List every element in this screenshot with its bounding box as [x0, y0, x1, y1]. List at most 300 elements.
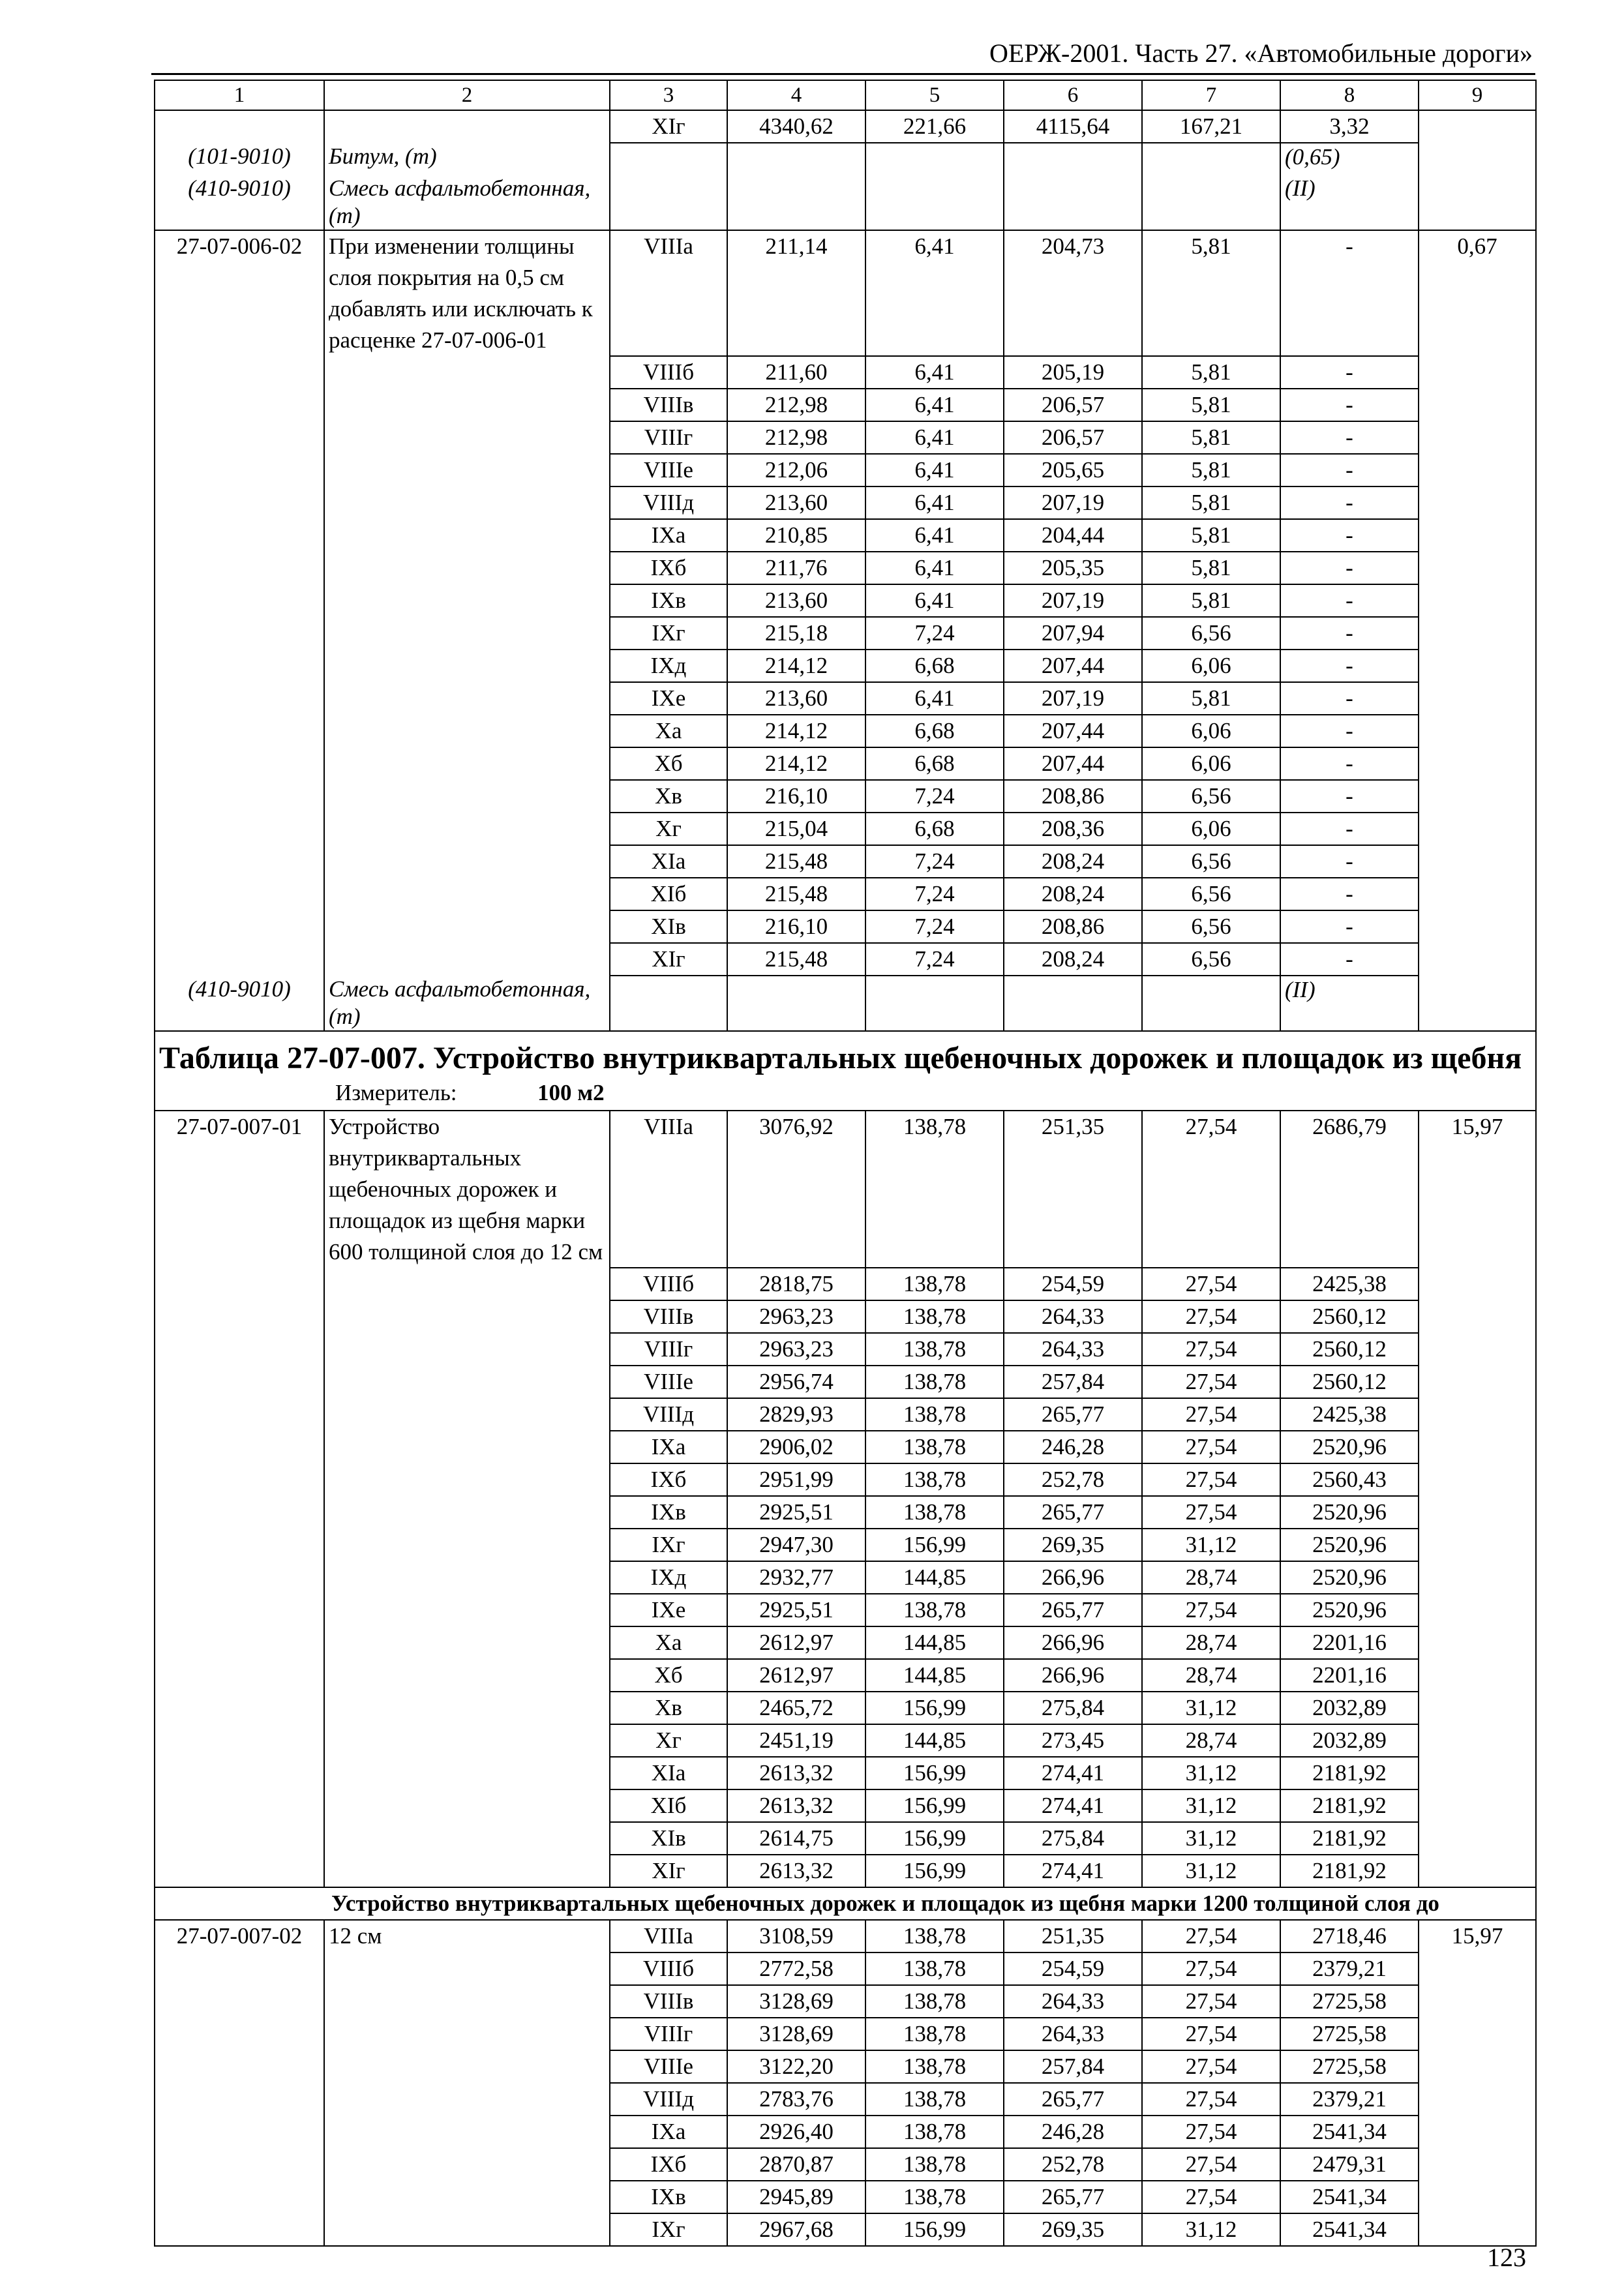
rate-code-cell [155, 552, 324, 584]
value-cell: 6,68 [865, 715, 1004, 747]
table-row [155, 1626, 1536, 1659]
labor-cell [1419, 584, 1536, 617]
value-cell: 5,81 [1142, 230, 1280, 356]
rate-code-cell [155, 1789, 324, 1822]
column-number: 7 [1142, 80, 1280, 110]
value-cell: 257,84 [1004, 2050, 1142, 2083]
value-cell: 207,19 [1004, 584, 1142, 617]
value-cell: 274,41 [1004, 1757, 1142, 1789]
value-cell: 144,85 [865, 1561, 1004, 1594]
zone-cell: VIIIа [610, 230, 727, 356]
labor-cell [1419, 454, 1536, 486]
zone-cell: Xб [610, 747, 727, 780]
value-cell: 31,12 [1142, 1822, 1280, 1855]
table-row [155, 780, 1536, 813]
table-row [155, 389, 1536, 421]
value-cell: 2951,99 [727, 1463, 865, 1496]
value-cell: 138,78 [865, 1366, 1004, 1398]
value-cell: 2425,38 [1280, 1268, 1419, 1300]
value-cell: 2520,96 [1280, 1594, 1419, 1626]
rate-code-cell [155, 943, 324, 976]
rate-desc-cell [324, 1822, 610, 1855]
value-cell: 4340,62 [727, 110, 865, 143]
labor-cell [1419, 878, 1536, 910]
rate-desc-cell [324, 519, 610, 552]
value-cell: 3128,69 [727, 2018, 865, 2050]
value-cell: 27,54 [1142, 1920, 1280, 1952]
table-row [155, 617, 1536, 650]
rate-code-cell [155, 1594, 324, 1626]
rate-description: Устройство внутриквартальных щебеночных дорожек и площадок из щебня марки 600 толщиной слоя до 12 см [324, 1111, 610, 1268]
rate-code-cell [155, 1561, 324, 1594]
labor-cell [1419, 976, 1536, 1031]
rate-desc-cell [324, 2116, 610, 2148]
resource-name: Битум, (т) [324, 143, 610, 175]
value-cell: 2906,02 [727, 1431, 865, 1463]
value-cell: 7,24 [865, 845, 1004, 878]
value-cell: 28,74 [1142, 1659, 1280, 1692]
value-cell: 138,78 [865, 1985, 1004, 2018]
rate-desc-cell [324, 552, 610, 584]
zone-cell: VIIIе [610, 454, 727, 486]
rate-code-cell [155, 1659, 324, 1692]
value-cell: 138,78 [865, 1920, 1004, 1952]
column-number: 5 [865, 80, 1004, 110]
column-number: 3 [610, 80, 727, 110]
value-cell: 2947,30 [727, 1529, 865, 1561]
value-cell: 2560,12 [1280, 1333, 1419, 1366]
value-cell: 2612,97 [727, 1659, 865, 1692]
unit-value: 100 м2 [537, 1080, 605, 1105]
resource-note-row [155, 175, 1536, 230]
zone-cell: VIIIг [610, 2018, 727, 2050]
table-row [155, 1659, 1536, 1692]
rate-desc-cell [324, 2181, 610, 2213]
value-cell: 2725,58 [1280, 2050, 1419, 2083]
value-cell: 27,54 [1142, 2116, 1280, 2148]
column-number: 6 [1004, 80, 1142, 110]
value-cell: 2772,58 [727, 1952, 865, 1985]
rate-code-cell [155, 1398, 324, 1431]
rate-code-cell [155, 1463, 324, 1496]
value-cell: - [1280, 617, 1419, 650]
rate-desc-cell [324, 910, 610, 943]
labor-cell [1419, 1463, 1536, 1496]
value-cell: 138,78 [865, 1431, 1004, 1463]
value-cell: 208,24 [1004, 943, 1142, 976]
labor-cell [1419, 2213, 1536, 2246]
rate-desc-cell [324, 715, 610, 747]
value-cell: 266,96 [1004, 1659, 1142, 1692]
rate-desc-cell [324, 110, 610, 143]
value-cell: 31,12 [1142, 1855, 1280, 1887]
value-cell: 6,56 [1142, 878, 1280, 910]
value-cell: 3122,20 [727, 2050, 865, 2083]
value-cell: 6,41 [865, 486, 1004, 519]
value-cell: 2541,34 [1280, 2181, 1419, 2213]
value-cell: 138,78 [865, 1300, 1004, 1333]
labor-cell [1419, 813, 1536, 845]
zone-cell: VIIIб [610, 356, 727, 389]
value-cell: - [1280, 715, 1419, 747]
value-cell: 215,48 [727, 943, 865, 976]
rate-code-cell [155, 1626, 324, 1659]
table-row [155, 2116, 1536, 2148]
value-cell: 156,99 [865, 1757, 1004, 1789]
labor-cell [1419, 1561, 1536, 1594]
value-cell: 6,68 [865, 747, 1004, 780]
zone-cell: XIг [610, 1855, 727, 1887]
value-cell: 274,41 [1004, 1789, 1142, 1822]
zone-cell: IXб [610, 2148, 727, 2181]
value-cell: - [1280, 389, 1419, 421]
labor-cell [1419, 110, 1536, 143]
header-rule [151, 73, 1535, 75]
zone-cell: IXв [610, 1496, 727, 1529]
unit-label: Измеритель: [335, 1080, 457, 1105]
rate-desc-cell [324, 682, 610, 715]
value-cell: 6,41 [865, 552, 1004, 584]
value-cell: 4115,64 [1004, 110, 1142, 143]
zone-cell: Xа [610, 715, 727, 747]
value-cell: 7,24 [865, 617, 1004, 650]
table-row [155, 650, 1536, 682]
value-cell: 2201,16 [1280, 1659, 1419, 1692]
rate-code-cell [155, 421, 324, 454]
resource-value: (II) [1280, 175, 1419, 230]
labor-cell [1419, 1366, 1536, 1398]
rate-desc-cell [324, 1789, 610, 1822]
rate-code-cell [155, 110, 324, 143]
rate-desc-cell [324, 1855, 610, 1887]
document-header: ОЕРЖ-2001. Часть 27. «Автомобильные дороги» [989, 38, 1533, 68]
labor-cell [1419, 715, 1536, 747]
value-cell: 212,98 [727, 421, 865, 454]
zone-cell: Xг [610, 1724, 727, 1757]
labor-cell [1419, 552, 1536, 584]
labor-cell [1419, 780, 1536, 813]
value-cell: 211,60 [727, 356, 865, 389]
value-cell: 211,76 [727, 552, 865, 584]
table-row [155, 1594, 1536, 1626]
table-cell [1142, 143, 1280, 175]
value-cell: 28,74 [1142, 1724, 1280, 1757]
table-row [155, 813, 1536, 845]
labor-cell [1419, 421, 1536, 454]
table-row [155, 1268, 1536, 1300]
value-cell: 2718,46 [1280, 1920, 1419, 1952]
zone-cell: XIв [610, 910, 727, 943]
labor-cell [1419, 2050, 1536, 2083]
column-number: 1 [155, 80, 324, 110]
value-cell: 6,41 [865, 584, 1004, 617]
rate-code-cell [155, 2116, 324, 2148]
resource-name: Смесь асфальтобетонная, (т) [324, 976, 610, 1031]
value-cell: - [1280, 943, 1419, 976]
value-cell: 5,81 [1142, 356, 1280, 389]
zone-cell: VIIIа [610, 1920, 727, 1952]
value-cell: 2560,12 [1280, 1300, 1419, 1333]
table-row [155, 2018, 1536, 2050]
value-cell: 3,32 [1280, 110, 1419, 143]
value-cell: 27,54 [1142, 1952, 1280, 1985]
rate-desc-cell [324, 1757, 610, 1789]
table-title-cell [155, 1031, 1536, 1111]
value-cell: 2541,34 [1280, 2213, 1419, 2246]
rate-code-cell [155, 2050, 324, 2083]
zone-cell: IXд [610, 650, 727, 682]
value-cell: 266,96 [1004, 1626, 1142, 1659]
value-cell: 215,18 [727, 617, 865, 650]
table-row [155, 910, 1536, 943]
value-cell: 264,33 [1004, 1300, 1142, 1333]
value-cell: 6,41 [865, 230, 1004, 356]
zone-cell: IXг [610, 617, 727, 650]
value-cell: 264,33 [1004, 2018, 1142, 2050]
value-cell: 6,56 [1142, 617, 1280, 650]
zone-cell: VIIIд [610, 486, 727, 519]
rate-code-cell [155, 2018, 324, 2050]
rate-desc-cell [324, 1659, 610, 1692]
value-cell: 27,54 [1142, 2050, 1280, 2083]
value-cell: 144,85 [865, 1659, 1004, 1692]
table-row [155, 110, 1536, 143]
value-cell: 5,81 [1142, 519, 1280, 552]
value-cell: 2613,32 [727, 1757, 865, 1789]
value-cell: 251,35 [1004, 1920, 1142, 1952]
table-row [155, 1111, 1536, 1268]
value-cell: 31,12 [1142, 1789, 1280, 1822]
value-cell: 2613,32 [727, 1855, 865, 1887]
labor-cell [1419, 682, 1536, 715]
zone-cell: XIа [610, 1757, 727, 1789]
table-cell [610, 175, 727, 230]
table-row [155, 878, 1536, 910]
value-cell: 5,81 [1142, 421, 1280, 454]
table-row [155, 421, 1536, 454]
table-row [155, 454, 1536, 486]
labor-cell [1419, 2018, 1536, 2050]
value-cell: 214,12 [727, 715, 865, 747]
zone-cell: VIIIг [610, 1333, 727, 1366]
value-cell: 27,54 [1142, 1366, 1280, 1398]
value-cell: 31,12 [1142, 1529, 1280, 1561]
value-cell: 216,10 [727, 780, 865, 813]
zone-cell: IXб [610, 552, 727, 584]
labor-cell [1419, 2148, 1536, 2181]
value-cell: - [1280, 780, 1419, 813]
zone-cell: XIа [610, 845, 727, 878]
value-cell: - [1280, 682, 1419, 715]
value-cell: 265,77 [1004, 2083, 1142, 2116]
value-cell: 265,77 [1004, 2181, 1142, 2213]
value-cell: 27,54 [1142, 2181, 1280, 2213]
value-cell: 27,54 [1142, 1463, 1280, 1496]
value-cell: 6,56 [1142, 780, 1280, 813]
rate-desc-cell [324, 878, 610, 910]
labor-cell [1419, 1789, 1536, 1822]
rate-desc-cell [324, 1333, 610, 1366]
value-cell: - [1280, 454, 1419, 486]
labor-cell [1419, 2116, 1536, 2148]
value-cell: 5,81 [1142, 682, 1280, 715]
value-cell: 266,96 [1004, 1561, 1142, 1594]
zone-cell: VIIIд [610, 2083, 727, 2116]
value-cell: 2614,75 [727, 1822, 865, 1855]
rate-code-cell [155, 845, 324, 878]
value-cell: 6,41 [865, 356, 1004, 389]
table-cell [727, 976, 865, 1031]
rate-desc-cell [324, 2148, 610, 2181]
rate-code: 27-07-007-02 [155, 1920, 324, 1952]
value-cell: 27,54 [1142, 2083, 1280, 2116]
value-cell: 265,77 [1004, 1496, 1142, 1529]
value-cell: 27,54 [1142, 1268, 1280, 1300]
value-cell: 2425,38 [1280, 1398, 1419, 1431]
value-cell: 2945,89 [727, 2181, 865, 2213]
rate-desc-cell [324, 584, 610, 617]
value-cell: 2520,96 [1280, 1431, 1419, 1463]
column-number: 4 [727, 80, 865, 110]
zone-cell: IXв [610, 2181, 727, 2213]
resource-value: (II) [1280, 976, 1419, 1031]
table-cell [727, 143, 865, 175]
rate-code-cell [155, 878, 324, 910]
value-cell: 252,78 [1004, 2148, 1142, 2181]
table-row [155, 230, 1536, 356]
value-cell: 2032,89 [1280, 1724, 1419, 1757]
labor-cell [1419, 943, 1536, 976]
value-cell: 264,33 [1004, 1333, 1142, 1366]
table-cell [865, 976, 1004, 1031]
table-row [155, 1431, 1536, 1463]
table-cell [727, 175, 865, 230]
rate-desc-cell [324, 1529, 610, 1561]
column-number: 8 [1280, 80, 1419, 110]
labor-cell [1419, 1822, 1536, 1855]
rate-desc-cell [324, 1626, 610, 1659]
zone-cell: IXе [610, 1594, 727, 1626]
value-cell: 6,41 [865, 682, 1004, 715]
zone-cell: XIб [610, 878, 727, 910]
value-cell: - [1280, 356, 1419, 389]
labor-cost: 0,67 [1419, 230, 1536, 356]
zone-cell: VIIIг [610, 421, 727, 454]
value-cell: 2925,51 [727, 1496, 865, 1529]
value-cell: 27,54 [1142, 1333, 1280, 1366]
value-cell: 144,85 [865, 1626, 1004, 1659]
rate-code-cell [155, 1952, 324, 1985]
table-row [155, 1692, 1536, 1724]
table-row [155, 2050, 1536, 2083]
zone-cell: Xг [610, 813, 727, 845]
zone-cell: VIIIв [610, 1985, 727, 2018]
value-cell: 3076,92 [727, 1111, 865, 1268]
value-cell: 27,54 [1142, 1111, 1280, 1268]
value-cell: 28,74 [1142, 1561, 1280, 1594]
rate-code-cell [155, 389, 324, 421]
value-cell: 138,78 [865, 2050, 1004, 2083]
labor-cell [1419, 1333, 1536, 1366]
rate-desc-cell [324, 1300, 610, 1333]
value-cell: 6,56 [1142, 910, 1280, 943]
value-cell: 2613,32 [727, 1789, 865, 1822]
rate-desc-cell [324, 1463, 610, 1496]
labor-cell [1419, 1952, 1536, 1985]
table-cell [865, 175, 1004, 230]
value-cell: 206,57 [1004, 389, 1142, 421]
value-cell: 213,60 [727, 584, 865, 617]
rate-subheading: Устройство внутриквартальных щебеночных дорожек и площадок из щебня марки 1200 толщиной слоя до [155, 1887, 1536, 1920]
rate-code-cell [155, 1855, 324, 1887]
rate-desc-cell [324, 454, 610, 486]
zone-cell: IXд [610, 1561, 727, 1594]
value-cell: 6,56 [1142, 845, 1280, 878]
value-cell: 138,78 [865, 1333, 1004, 1366]
rate-code-cell [155, 584, 324, 617]
value-cell: - [1280, 747, 1419, 780]
rate-desc-cell [324, 1594, 610, 1626]
rate-desc-cell [324, 2018, 610, 2050]
table-cell [1142, 175, 1280, 230]
rate-desc-cell [324, 2050, 610, 2083]
value-cell: 156,99 [865, 1692, 1004, 1724]
labor-cell [1419, 1398, 1536, 1431]
value-cell: 2181,92 [1280, 1855, 1419, 1887]
value-cell: 7,24 [865, 878, 1004, 910]
value-cell: 211,14 [727, 230, 865, 356]
value-cell: 27,54 [1142, 1594, 1280, 1626]
value-cell: 269,35 [1004, 1529, 1142, 1561]
rate-code-cell [155, 1496, 324, 1529]
zone-cell: VIIIв [610, 389, 727, 421]
table-title-row [155, 1031, 1536, 1111]
value-cell: 2612,97 [727, 1626, 865, 1659]
rate-desc-cell [324, 813, 610, 845]
table-row [155, 1529, 1536, 1561]
rate-code-cell [155, 2181, 324, 2213]
value-cell: 2956,74 [727, 1366, 865, 1398]
rate-code: 27-07-007-01 [155, 1111, 324, 1268]
value-cell: - [1280, 421, 1419, 454]
rate-desc-cell [324, 356, 610, 389]
table-title: Таблица 27-07-007. Устройство внутриквартальных щебеночных дорожек и площадок из щебня [159, 1041, 1522, 1075]
value-cell: 138,78 [865, 1463, 1004, 1496]
rate-code-cell [155, 356, 324, 389]
rate-code-cell [155, 2083, 324, 2116]
rate-code: 27-07-006-02 [155, 230, 324, 356]
table-row [155, 2181, 1536, 2213]
rate-desc-cell [324, 747, 610, 780]
labor-cell [1419, 2181, 1536, 2213]
value-cell: 2783,76 [727, 2083, 865, 2116]
rate-description: При изменении толщины слоя покрытия на 0,5 см добавлять или исключать к расценке 27-07-006-01 [324, 230, 610, 356]
value-cell: 2963,23 [727, 1333, 865, 1366]
labor-cell [1419, 747, 1536, 780]
value-cell: 138,78 [865, 1496, 1004, 1529]
value-cell: 138,78 [865, 1952, 1004, 1985]
value-cell: 215,04 [727, 813, 865, 845]
value-cell: 6,06 [1142, 747, 1280, 780]
table-row [155, 1300, 1536, 1333]
labor-cell [1419, 143, 1536, 175]
rate-code-cell [155, 1333, 324, 1366]
labor-cell [1419, 389, 1536, 421]
rate-desc-cell [324, 1268, 610, 1300]
resource-note-row [155, 143, 1536, 175]
value-cell: 215,48 [727, 845, 865, 878]
table-row [155, 552, 1536, 584]
